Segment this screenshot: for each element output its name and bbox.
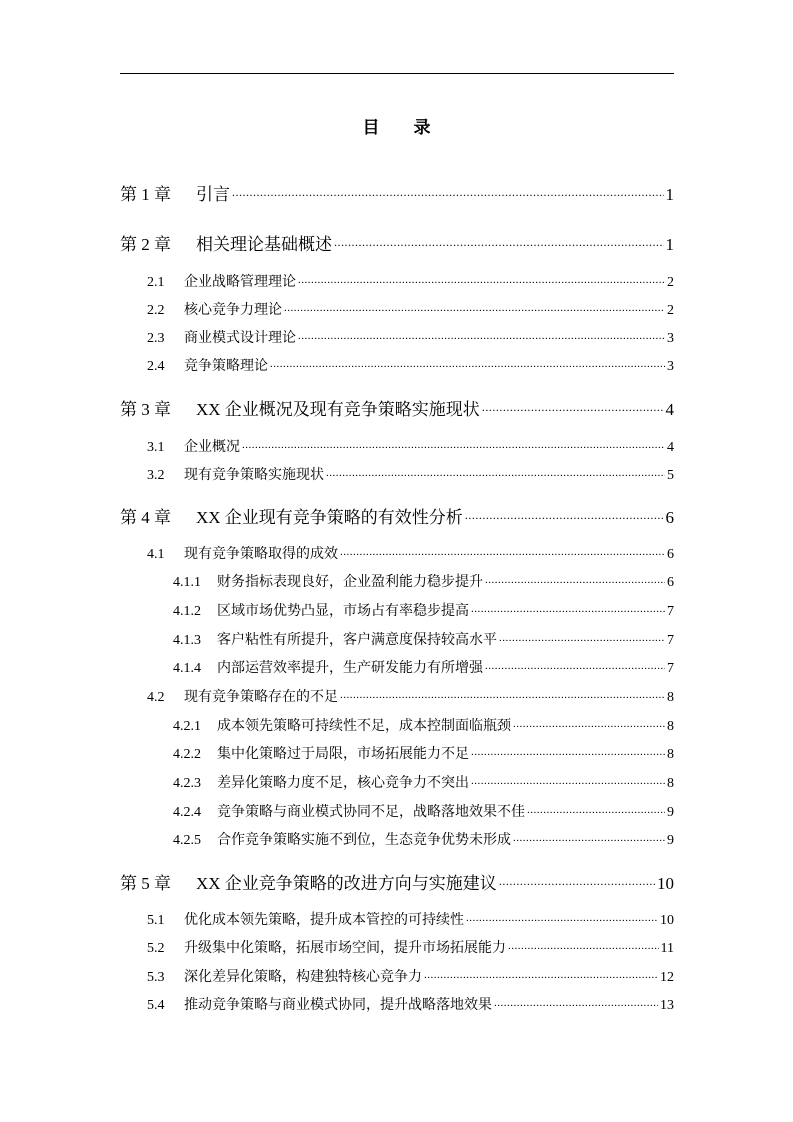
toc-section-entry[interactable] (147, 966, 674, 986)
toc-page-number: 8 (667, 747, 674, 762)
toc-page-number: 4 (667, 440, 674, 455)
toc-page-number: 7 (667, 604, 674, 619)
toc-entry-title: 深化差异化策略，构建独特核心竞争力 (184, 970, 422, 985)
toc-page-number: 9 (667, 805, 674, 820)
toc-page-number: 2 (667, 303, 674, 318)
dot-leader (471, 601, 665, 615)
toc-page-number: 7 (667, 661, 674, 676)
toc-entry-number: 5.3 (147, 970, 165, 985)
toc-entry-number: 第 1 章 (120, 185, 171, 204)
toc-subsection-entry[interactable] (173, 715, 674, 735)
toc-entry-number: 3.2 (147, 468, 165, 483)
toc-subsection-entry[interactable] (173, 629, 674, 649)
dot-leader (482, 398, 664, 415)
toc-entry-number: 4.2.1 (173, 719, 201, 734)
toc-entry-title: XX 企业竞争策略的改进方向与实施建议 (196, 874, 497, 893)
toc-entry-title: 竞争策略理论 (184, 359, 268, 374)
toc-entry-title: 企业战略管理理论 (184, 275, 296, 290)
toc-entry-title: 内部运营效率提升，生产研发能力有所增强 (217, 661, 483, 676)
toc-subsection-entry[interactable] (173, 600, 674, 620)
dot-leader (499, 872, 655, 889)
toc-entry-number: 2.3 (147, 331, 165, 346)
toc-entry-number: 第 5 章 (120, 874, 171, 893)
toc-entry-number: 5.1 (147, 913, 165, 928)
dot-leader (471, 773, 665, 787)
toc-entry-number: 2.2 (147, 303, 165, 318)
toc-chapter-entry[interactable] (120, 395, 674, 420)
toc-entry-number: 5.2 (147, 941, 165, 956)
toc-entry-number: 2.1 (147, 275, 165, 290)
toc-subsection-entry[interactable] (173, 772, 674, 792)
toc-entry-number: 4.1.1 (173, 575, 201, 590)
toc-page-number: 12 (660, 970, 674, 985)
toc-entry-title: XX 企业概况及现有竞争策略实施现状 (196, 400, 480, 419)
toc-section-entry[interactable] (147, 464, 674, 484)
toc-entry-title: 客户粘性有所提升，客户满意度保持较高水平 (217, 633, 497, 648)
toc-section-entry[interactable] (147, 436, 674, 456)
dot-leader (485, 572, 665, 586)
toc-entry-number: 4.2.3 (173, 776, 201, 791)
toc-page-number: 4 (665, 400, 674, 419)
dot-leader (499, 630, 665, 644)
toc-entry-title: 优化成本领先策略，提升成本管控的可持续性 (184, 913, 464, 928)
toc-entry-title: 财务指标表现良好，企业盈利能力稳步提升 (217, 575, 483, 590)
toc-page-number: 10 (660, 913, 674, 928)
dot-leader (284, 300, 665, 314)
toc-entry-number: 4.2.4 (173, 805, 201, 820)
toc-section-entry[interactable] (147, 686, 674, 706)
toc-entry-number: 第 2 章 (120, 235, 171, 254)
dot-leader (527, 802, 665, 816)
toc-entry-title: 成本领先策略可持续性不足，成本控制面临瓶颈 (217, 719, 511, 734)
toc-entry-number: 3.1 (147, 440, 165, 455)
dot-leader (494, 995, 658, 1009)
toc-subsection-entry[interactable] (173, 801, 674, 821)
toc-entry-number: 4.1.2 (173, 604, 201, 619)
toc-entry-title: 相关理论基础概述 (196, 235, 332, 254)
toc-entry-number: 第 4 章 (120, 508, 171, 527)
dot-leader (466, 910, 658, 924)
toc-entry-title: 集中化策略过于局限，市场拓展能力不足 (217, 747, 469, 762)
toc-entry-title: 合作竞争策略实施不到位，生态竞争优势未形成 (217, 833, 511, 848)
toc-entry-title: 推动竞争策略与商业模式协同，提升战略落地效果 (184, 998, 492, 1013)
toc-page-number: 2 (667, 275, 674, 290)
toc-entry-number: 4.1.4 (173, 661, 201, 676)
toc-chapter-entry[interactable] (120, 180, 674, 205)
toc-section-entry[interactable] (147, 543, 674, 563)
toc-subsection-entry[interactable] (173, 743, 674, 763)
dot-leader (485, 658, 665, 672)
toc-page-number: 7 (667, 633, 674, 648)
toc-entry-number: 5.4 (147, 998, 165, 1013)
toc-section-entry[interactable] (147, 994, 674, 1014)
toc-entry-number: 第 3 章 (120, 400, 171, 419)
toc-chapter-entry[interactable] (120, 230, 674, 255)
toc-page-number: 3 (667, 331, 674, 346)
toc-entry-number: 4.1.3 (173, 633, 201, 648)
toc-page-number: 1 (665, 235, 674, 254)
page-title: 目 录 (362, 118, 445, 138)
dot-leader (465, 506, 664, 523)
toc-page-number: 1 (665, 185, 674, 204)
dot-leader (471, 744, 665, 758)
dot-leader (298, 272, 665, 286)
toc-entry-number: 4.2.2 (173, 747, 201, 762)
dot-leader (334, 233, 664, 250)
toc-entry-title: 商业模式设计理论 (184, 331, 296, 346)
toc-entry-number: 4.2.5 (173, 833, 201, 848)
toc-chapter-entry[interactable] (120, 869, 674, 894)
toc-entry-number: 2.4 (147, 359, 165, 374)
toc-section-entry[interactable] (147, 299, 674, 319)
toc-page-number: 9 (667, 833, 674, 848)
toc-page-number: 10 (657, 874, 674, 893)
toc-entry-title: 区域市场优势凸显，市场占有率稳步提高 (217, 604, 469, 619)
toc-page-number: 13 (660, 998, 674, 1013)
toc-entry-number: 4.2 (147, 690, 165, 705)
toc-section-entry[interactable] (147, 937, 674, 957)
dot-leader (513, 716, 665, 730)
toc-entry-title: 差异化策略力度不足，核心竞争力不突出 (217, 776, 469, 791)
toc-page-number: 6 (667, 575, 674, 590)
toc-page-number: 11 (660, 941, 674, 956)
toc-subsection-entry[interactable] (173, 571, 674, 591)
dot-leader (424, 967, 658, 981)
dot-leader (232, 183, 664, 200)
toc-page-number: 6 (667, 547, 674, 562)
toc-entry-title: 升级集中化策略，拓展市场空间，提升市场拓展能力 (184, 941, 506, 956)
toc-page-number: 8 (667, 719, 674, 734)
toc-entry-title: 企业概况 (184, 440, 240, 455)
toc-entry-title: 现有竞争策略实施现状 (184, 468, 324, 483)
toc-section-entry[interactable] (147, 909, 674, 929)
toc-entry-title: 竞争策略与商业模式协同不足，战略落地效果不佳 (217, 805, 525, 820)
dot-leader (298, 328, 665, 342)
toc-page-number: 5 (667, 468, 674, 483)
toc-subsection-entry[interactable] (173, 657, 674, 677)
toc-page-number: 6 (665, 508, 674, 527)
dot-leader (340, 544, 665, 558)
toc-page-number: 8 (667, 776, 674, 791)
dot-leader (326, 465, 665, 479)
toc-entry-number: 4.1 (147, 547, 165, 562)
toc-section-entry[interactable] (147, 271, 674, 291)
toc-entry-title: 现有竞争策略存在的不足 (184, 690, 338, 705)
toc-section-entry[interactable] (147, 355, 674, 375)
toc-page-number: 3 (667, 359, 674, 374)
dot-leader (513, 830, 665, 844)
dot-leader (340, 687, 665, 701)
dot-leader (270, 356, 665, 370)
toc-entry-title: 引言 (196, 185, 230, 204)
toc-entry-title: 现有竞争策略取得的成效 (184, 547, 338, 562)
toc-entry-title: XX 企业现有竞争策略的有效性分析 (196, 508, 463, 527)
toc-chapter-entry[interactable] (120, 503, 674, 528)
toc-subsection-entry[interactable] (173, 829, 674, 849)
dot-leader (242, 437, 665, 451)
dot-leader (508, 938, 659, 952)
toc-entry-title: 核心竞争力理论 (184, 303, 282, 318)
toc-section-entry[interactable] (147, 327, 674, 347)
header-rule (120, 73, 674, 74)
toc-page-number: 8 (667, 690, 674, 705)
